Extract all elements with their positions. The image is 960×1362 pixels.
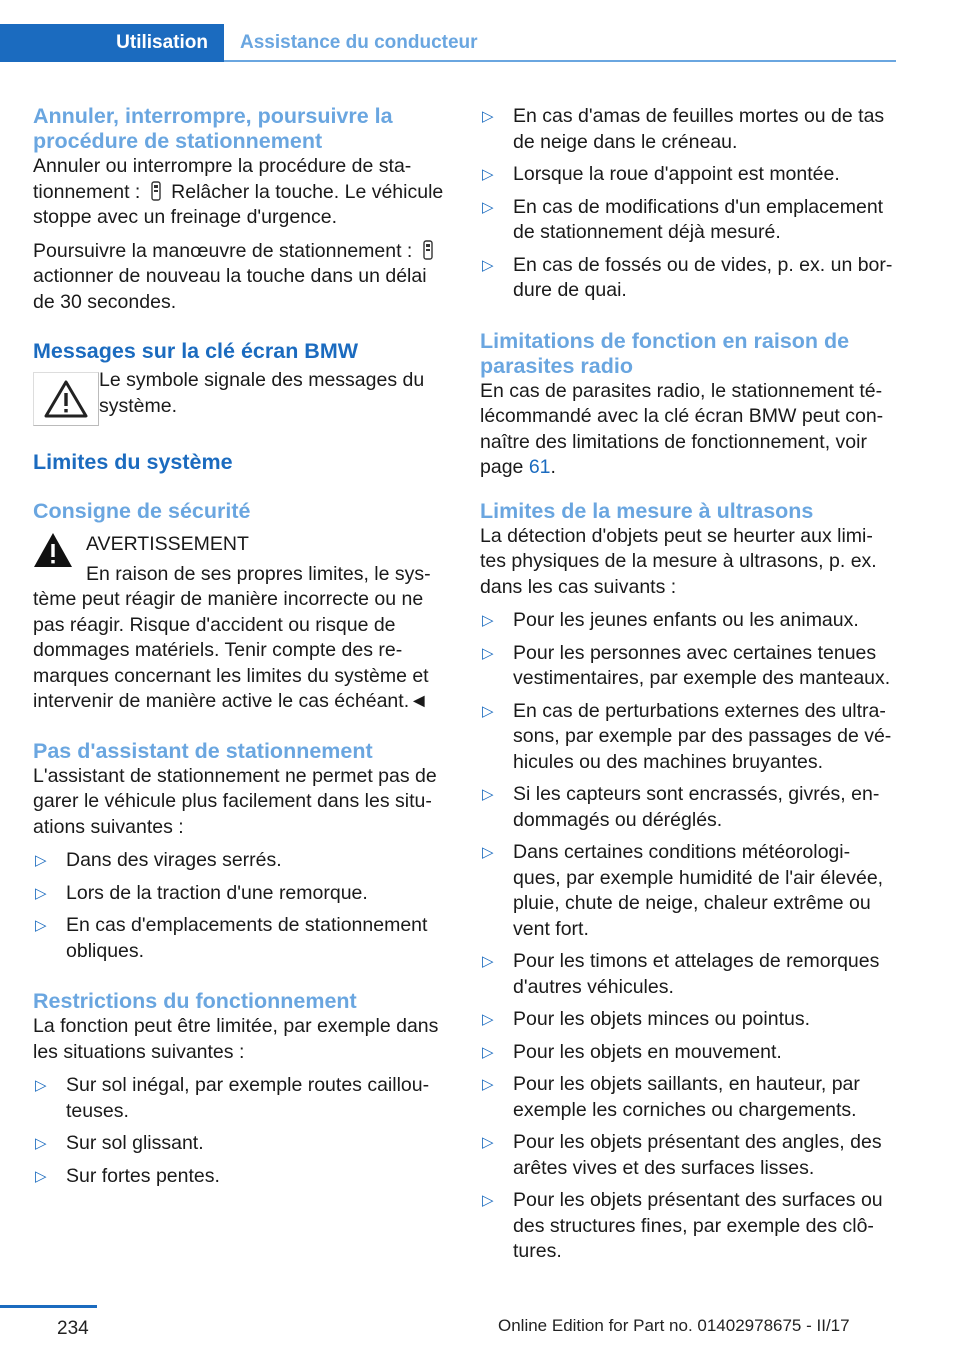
page-number: 234 <box>57 1318 89 1339</box>
warning-label: AVERTISSEMENT <box>86 533 249 555</box>
paragraph-annuler <box>33 154 449 231</box>
header-divider <box>224 60 896 62</box>
triangle-bullet-icon: ▷ <box>482 1134 494 1151</box>
triangle-bullet-icon: ▷ <box>482 612 494 629</box>
list-item: ▷ Dans des virages serrés. <box>33 848 449 874</box>
message-symbol-row <box>33 369 449 426</box>
triangle-bullet-icon: ▷ <box>482 1043 494 1061</box>
list-item: ▷ Sur sol inégal, par exemple routes caillou-teuses. <box>35 1074 430 1122</box>
triangle-bullet-icon: ▷ <box>482 844 494 861</box>
section-title-ultrasons: Limites de la mesure à ultrasons <box>480 498 814 523</box>
edition-note: Online Edition for Part no. 01402978675 - II/17 <box>498 1316 850 1335</box>
triangle-bullet-icon: ▷ <box>482 166 494 183</box>
triangle-bullet-icon: ▷ <box>482 953 494 970</box>
list-ultrasons <box>480 608 896 1265</box>
list-item: ▷ Pour les objets saillants, en hauteur, par exemple les corniches ou chargements. <box>482 1073 860 1121</box>
section-title-parasites-radio: Limitations de fonction en raison de parasites radio <box>480 328 850 378</box>
list-item: ▷ Dans certaines conditions météorologi-ques, par exemple humidité de l'air élevée, pluie, chute de neige, chaleur extrême ou vent fort. <box>482 841 884 940</box>
list-top-conditions <box>480 104 896 304</box>
list-item: ▷ Pour les objets présentant des angles, des arêtes vives et des surfaces lisses. <box>482 1131 882 1179</box>
warning-text-first-line: En raison de ses propres limites, le sys- <box>86 562 431 585</box>
page-header <box>0 0 960 62</box>
paragraph-annuler-start: Annuler ou interrompre la procédure de sta-tionnement : <box>33 155 412 203</box>
warning-block <box>33 532 449 587</box>
triangle-bullet-icon: ▷ <box>35 1167 47 1185</box>
list-item: ▷ Pour les timons et attelages de remorques d'autres véhicules. <box>482 950 880 998</box>
paragraph-poursuivre <box>33 239 449 316</box>
paragraph-ultrasons: La détection d'objets peut se heurter aux limi-tes physiques de la mesure à ultrasons, p. ex. dans les cas suivants : <box>480 524 877 598</box>
triangle-bullet-icon: ▷ <box>35 1077 47 1094</box>
list-pas-assistant <box>33 848 449 964</box>
list-item: ▷ En cas de fossés ou de vides, p. ex. un bor-dure de quai. <box>482 253 893 301</box>
warning-icon <box>44 379 88 419</box>
triangle-bullet-icon: ▷ <box>35 884 47 902</box>
list-item: ▷ Pour les objets présentant des surfaces ou des structures fines, par exemple des clô-tures. <box>482 1189 883 1262</box>
page-link[interactable]: 61 <box>528 456 551 478</box>
list-item: ▷ Pour les objets minces ou pointus. <box>480 1007 896 1033</box>
list-restrictions <box>33 1073 449 1189</box>
warning-triangle-icon <box>33 532 73 568</box>
paragraph-annuler-end: Relâcher la touche. Le véhicule stoppe avec un freinage d'urgence. <box>33 180 444 228</box>
list-item: ▷ Pour les objets en mouvement. <box>480 1040 896 1066</box>
list-item: ▷ Lors de la traction d'une remorque. <box>33 881 449 907</box>
list-item: ▷ En cas d'amas de feuilles mortes ou de tas de neige dans le créneau. <box>482 105 885 153</box>
triangle-bullet-icon: ▷ <box>482 702 494 720</box>
section-title-pas-assistant: Pas d'assistant de stationnement <box>33 738 373 763</box>
triangle-bullet-icon: ▷ <box>482 108 494 125</box>
section-title-annuler: Annuler, interrompre, poursuivre la procédure de stationnement <box>33 104 393 153</box>
triangle-bullet-icon: ▷ <box>482 198 494 216</box>
triangle-bullet-icon: ▷ <box>482 786 494 803</box>
paragraph-poursuivre-start: Poursuivre la manœuvre de stationnement : <box>33 239 413 262</box>
triangle-bullet-icon: ▷ <box>482 256 494 274</box>
list-item: ▷ En cas de modifications d'un emplacement de stationnement déjà mesuré. <box>482 195 884 243</box>
list-item: ▷ Sur sol glissant. <box>33 1131 449 1157</box>
message-symbol-text: Le symbole signale des messages du système. <box>99 369 425 417</box>
left-column <box>33 104 449 1196</box>
section-title-restrictions: Restrictions du fonctionnement <box>33 989 357 1013</box>
triangle-bullet-icon: ▷ <box>482 1011 494 1028</box>
footer-divider <box>0 1305 97 1308</box>
key-icon <box>422 240 434 260</box>
list-item: ▷ Si les capteurs sont encrassés, givrés, en-dommagés ou déréglés. <box>482 783 880 831</box>
paragraph-parasites-radio: En cas de parasites radio, le stationnement té-lécommandé avec la clé écran BMW peut con-naître des limitations de fonctionnement, voir page 61. <box>480 379 884 478</box>
key-icon <box>150 181 162 201</box>
list-item: ▷ Sur fortes pentes. <box>33 1164 449 1190</box>
triangle-bullet-icon: ▷ <box>482 644 494 662</box>
paragraph-poursuivre-end: actionner de nouveau la touche dans un délai de 30 secondes. <box>33 265 427 313</box>
tab-assistance-du-conducteur[interactable]: Assistance du conducteur <box>240 32 478 53</box>
section-title-consigne: Consigne de sécurité <box>33 499 251 523</box>
triangle-bullet-icon: ▷ <box>482 1076 494 1093</box>
section-title-limites: Limites du système <box>33 450 233 474</box>
list-item: ▷ En cas d'emplacements de stationnement obliques. <box>35 914 428 962</box>
triangle-bullet-icon: ▷ <box>35 917 47 934</box>
paragraph-restrictions: La fonction peut être limitée, par exemple dans les situations suivantes : <box>33 1015 439 1063</box>
list-item: ▷ Lorsque la roue d'appoint est montée. <box>480 162 896 188</box>
list-item: ▷ En cas de perturbations externes des ultra-sons, par exemple par des passages de vé-hicules ou des machines bruyantes. <box>482 699 892 773</box>
triangle-bullet-icon: ▷ <box>35 852 47 869</box>
list-item: ▷ Pour les personnes avec certaines tenues vestimentaires, par exemple des manteaux. <box>482 641 891 689</box>
section-title-messages: Messages sur la clé écran BMW <box>33 339 359 363</box>
triangle-bullet-icon: ▷ <box>482 1192 494 1209</box>
right-column <box>480 104 896 1272</box>
warning-text: tème peut réagir de manière incorrecte ou ne pas réagir. Risque d'accident ou risque de dommages matériels. Tenir compte des re-marques concernant les limites du système et intervenir de manière active le cas échéant.◄ <box>33 588 429 712</box>
warning-symbol-box <box>33 372 99 426</box>
list-item: ▷ Pour les jeunes enfants ou les animaux. <box>480 608 896 634</box>
triangle-bullet-icon: ▷ <box>35 1135 47 1152</box>
paragraph-pas-assistant: L'assistant de stationnement ne permet pas de garer le véhicule plus facilement dans les situ-ations suivantes : <box>33 764 437 838</box>
tab-utilisation[interactable]: Utilisation <box>0 24 224 62</box>
